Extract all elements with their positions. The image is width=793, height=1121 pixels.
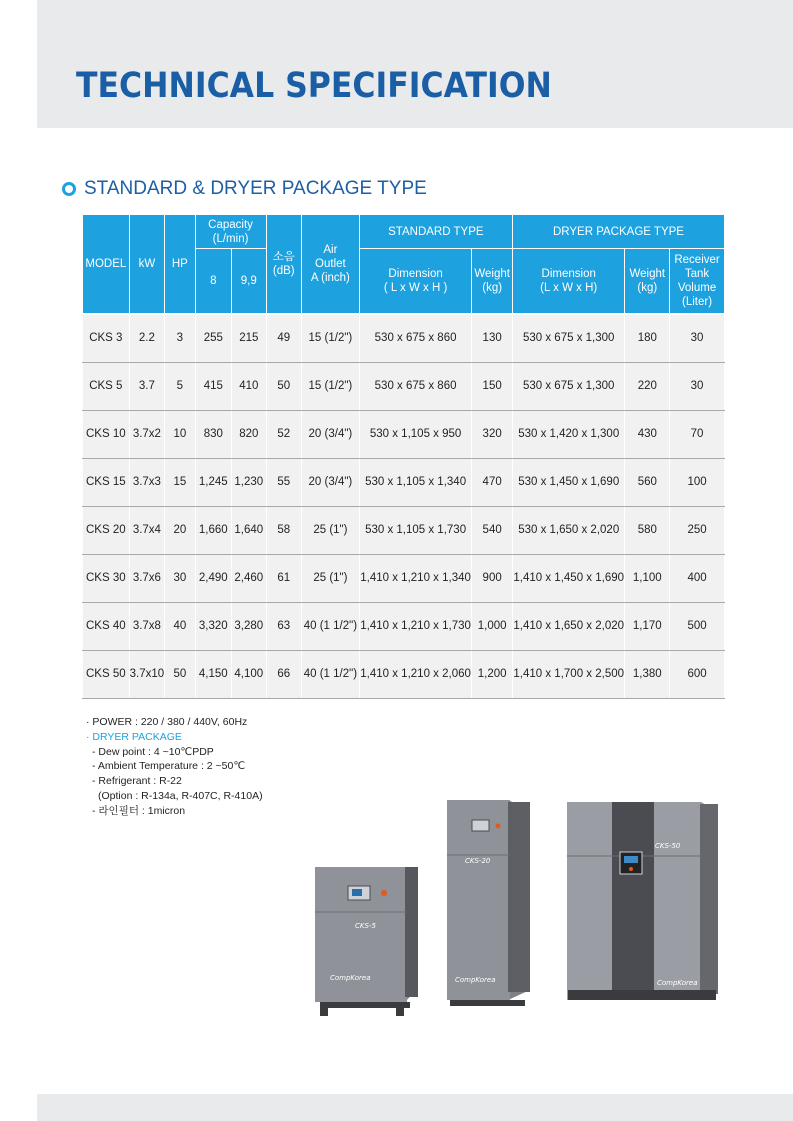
compressor-small-image <box>315 867 418 1016</box>
table-cell: CKS 40 <box>83 602 130 650</box>
table-cell: 100 <box>670 458 725 506</box>
table-cell: 3,280 <box>232 602 266 650</box>
table-cell: 130 <box>472 314 513 363</box>
header-cap-99: 9,9 <box>232 249 266 314</box>
table-cell: 40 <box>165 602 195 650</box>
table-cell: 1,410 x 1,210 x 1,730 <box>359 602 472 650</box>
table-cell: 3.7x6 <box>129 554 164 602</box>
compressor-product-images <box>300 790 740 1020</box>
table-cell: 580 <box>625 506 670 554</box>
table-cell: 500 <box>670 602 725 650</box>
table-cell: 1,380 <box>625 650 670 698</box>
table-cell: CKS 50 <box>83 650 130 698</box>
circle-bullet-icon <box>62 182 76 196</box>
mid-brand-label: CompKorea <box>455 976 496 984</box>
header-std-dimension: Dimension ( L x W x H ) <box>359 249 472 314</box>
table-cell: 63 <box>266 602 301 650</box>
table-cell: 320 <box>472 410 513 458</box>
header-capacity: Capacity (L/min) <box>195 215 266 249</box>
table-row <box>83 554 725 602</box>
table-cell: 530 x 675 x 860 <box>359 314 472 363</box>
spec-table <box>82 214 725 699</box>
table-cell: 61 <box>266 554 301 602</box>
table-cell: 4,150 <box>195 650 232 698</box>
table-cell: 3,320 <box>195 602 232 650</box>
table-cell: 3.7x4 <box>129 506 164 554</box>
table-cell: 1,100 <box>625 554 670 602</box>
table-cell: 530 x 1,105 x 1,730 <box>359 506 472 554</box>
table-cell: 215 <box>232 314 266 363</box>
note-option: (Option : R-134a, R-407C, R-410A) <box>98 789 263 802</box>
table-cell: 58 <box>266 506 301 554</box>
table-cell: 470 <box>472 458 513 506</box>
header-dry-dimension: Dimension (L x W x H) <box>512 249 625 314</box>
table-cell: 3.7x10 <box>129 650 164 698</box>
table-cell: 1,410 x 1,210 x 1,340 <box>359 554 472 602</box>
compressor-medium-image <box>447 800 530 1006</box>
table-cell: 1,410 x 1,650 x 2,020 <box>512 602 625 650</box>
header-air-outlet: Air Outlet A (inch) <box>302 215 360 314</box>
table-cell: 820 <box>232 410 266 458</box>
header-model: MODEL <box>83 215 130 314</box>
table-cell: 1,170 <box>625 602 670 650</box>
table-cell: CKS 15 <box>83 458 130 506</box>
table-cell: 220 <box>625 362 670 410</box>
table-row <box>83 602 725 650</box>
table-cell: 600 <box>670 650 725 698</box>
table-row <box>83 458 725 506</box>
header-dryer-type: DRYER PACKAGE TYPE <box>512 215 724 249</box>
table-cell: 25 (1") <box>302 554 360 602</box>
table-cell: 530 x 675 x 1,300 <box>512 314 625 363</box>
footer-band <box>37 1094 793 1121</box>
table-cell: 20 (3/4") <box>302 410 360 458</box>
table-cell: 3.7x3 <box>129 458 164 506</box>
header-noise: 소음 (dB) <box>266 215 301 314</box>
table-cell: 2.2 <box>129 314 164 363</box>
table-cell: 2,490 <box>195 554 232 602</box>
header-receiver: Receiver Tank Volume (Liter) <box>670 249 725 314</box>
section-heading-text: STANDARD & DRYER PACKAGE TYPE <box>84 178 427 199</box>
table-cell: 530 x 1,420 x 1,300 <box>512 410 625 458</box>
table-cell: 15 (1/2") <box>302 314 360 363</box>
table-cell: 530 x 1,105 x 950 <box>359 410 472 458</box>
large-model-label: CKS-50 <box>655 842 681 850</box>
large-brand-label: CompKorea <box>657 979 698 987</box>
table-cell: 1,640 <box>232 506 266 554</box>
table-cell: 20 <box>165 506 195 554</box>
table-cell: 3.7x2 <box>129 410 164 458</box>
table-cell: 15 (1/2") <box>302 362 360 410</box>
header-cap-8: 8 <box>195 249 232 314</box>
table-cell: 530 x 675 x 1,300 <box>512 362 625 410</box>
table-cell: 30 <box>670 362 725 410</box>
table-cell: 70 <box>670 410 725 458</box>
table-cell: 1,410 x 1,450 x 1,690 <box>512 554 625 602</box>
table-cell: 430 <box>625 410 670 458</box>
table-cell: 55 <box>266 458 301 506</box>
header-dry-weight: Weight (kg) <box>625 249 670 314</box>
table-cell: 50 <box>266 362 301 410</box>
note-line-filter: - 라인필터 : 1micron <box>92 804 186 817</box>
header-standard-type: STANDARD TYPE <box>359 215 512 249</box>
table-cell: 530 x 1,105 x 1,340 <box>359 458 472 506</box>
section-heading <box>62 178 427 200</box>
table-cell: 530 x 1,450 x 1,690 <box>512 458 625 506</box>
table-cell: CKS 10 <box>83 410 130 458</box>
table-cell: 1,000 <box>472 602 513 650</box>
table-cell: 30 <box>165 554 195 602</box>
table-cell: 40 (1 1/2") <box>302 602 360 650</box>
table-cell: 560 <box>625 458 670 506</box>
table-cell: CKS 5 <box>83 362 130 410</box>
note-dew-point: - Dew point : 4 ~10℃PDP <box>92 745 214 758</box>
table-cell: 2,460 <box>232 554 266 602</box>
table-row <box>83 362 725 410</box>
header-std-weight: Weight (kg) <box>472 249 513 314</box>
table-cell: 1,200 <box>472 650 513 698</box>
table-cell: CKS 20 <box>83 506 130 554</box>
table-cell: 530 x 675 x 860 <box>359 362 472 410</box>
notes <box>86 715 263 819</box>
table-row <box>83 314 725 363</box>
table-cell: 250 <box>670 506 725 554</box>
table-cell: 830 <box>195 410 232 458</box>
table-row <box>83 506 725 554</box>
compressor-large-image <box>567 802 718 1000</box>
table-row <box>83 410 725 458</box>
table-row <box>83 650 725 698</box>
table-cell: 900 <box>472 554 513 602</box>
table-cell: 180 <box>625 314 670 363</box>
table-cell: 1,410 x 1,210 x 2,060 <box>359 650 472 698</box>
table-cell: 1,410 x 1,700 x 2,500 <box>512 650 625 698</box>
small-brand-label: CompKorea <box>330 974 371 982</box>
table-cell: 25 (1") <box>302 506 360 554</box>
table-cell: 400 <box>670 554 725 602</box>
table-cell: 40 (1 1/2") <box>302 650 360 698</box>
table-cell: 52 <box>266 410 301 458</box>
header-band <box>37 0 793 128</box>
table-cell: 1,245 <box>195 458 232 506</box>
table-cell: 5 <box>165 362 195 410</box>
note-ambient: - Ambient Temperature : 2 ~50℃ <box>92 760 246 773</box>
note-refrigerant: - Refrigerant : R-22 <box>92 775 182 788</box>
table-cell: 30 <box>670 314 725 363</box>
table-cell: 3.7 <box>129 362 164 410</box>
table-cell: 4,100 <box>232 650 266 698</box>
page-title: TECHNICAL SPECIFICATION <box>76 66 552 106</box>
note-dryer-package: · DRYER PACKAGE <box>86 730 182 743</box>
table-cell: 15 <box>165 458 195 506</box>
table-cell: 415 <box>195 362 232 410</box>
table-cell: 530 x 1,650 x 2,020 <box>512 506 625 554</box>
table-cell: 3 <box>165 314 195 363</box>
table-cell: 1,230 <box>232 458 266 506</box>
table-cell: 10 <box>165 410 195 458</box>
table-cell: CKS 30 <box>83 554 130 602</box>
note-power: · POWER : 220 / 380 / 440V, 60Hz <box>86 716 248 728</box>
table-cell: CKS 3 <box>83 314 130 363</box>
small-model-label: CKS-5 <box>355 922 376 930</box>
header-kw: kW <box>129 215 164 314</box>
table-cell: 49 <box>266 314 301 363</box>
table-cell: 66 <box>266 650 301 698</box>
table-cell: 255 <box>195 314 232 363</box>
table-cell: 20 (3/4") <box>302 458 360 506</box>
header-hp: HP <box>165 215 195 314</box>
table-cell: 410 <box>232 362 266 410</box>
table-cell: 3.7x8 <box>129 602 164 650</box>
table-cell: 50 <box>165 650 195 698</box>
spec-table-body <box>83 314 725 699</box>
table-cell: 540 <box>472 506 513 554</box>
table-cell: 150 <box>472 362 513 410</box>
mid-model-label: CKS-20 <box>465 857 491 865</box>
table-cell: 1,660 <box>195 506 232 554</box>
